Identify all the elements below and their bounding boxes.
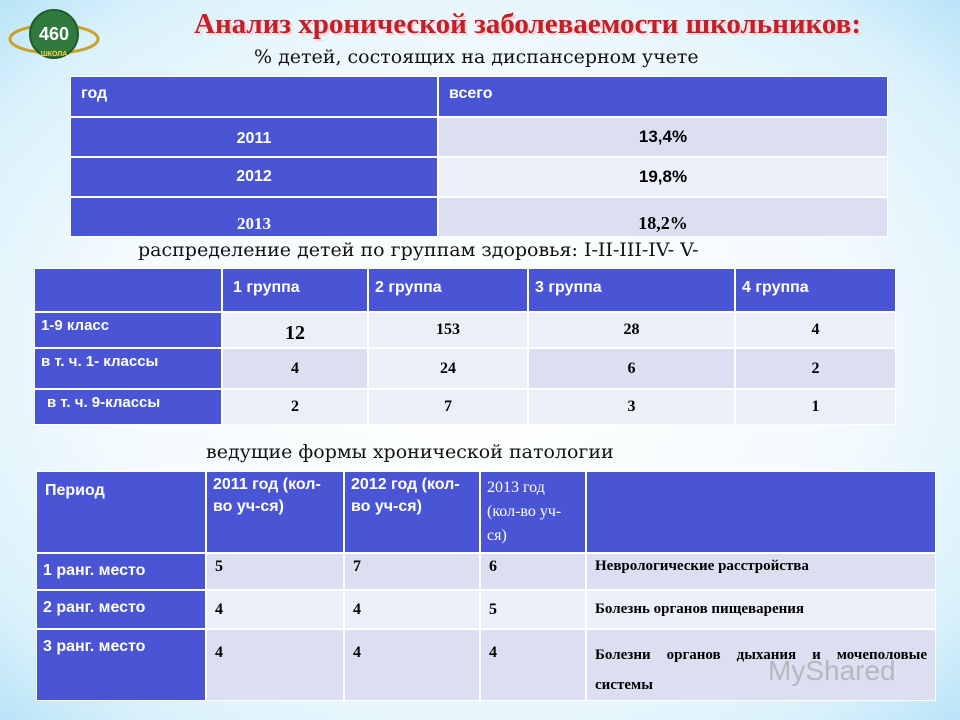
value-cell: 153	[368, 312, 528, 348]
total-cell: 18,2%	[438, 197, 888, 237]
value-2013: 5	[480, 590, 586, 629]
disease-cell: Неврологические расстройства	[586, 553, 936, 590]
value-cell: 3	[528, 389, 735, 425]
value-2013: 4	[480, 629, 586, 701]
row-label: в т. ч. 1- классы	[34, 348, 222, 389]
logo-subtitle: ШКОЛА	[40, 51, 68, 58]
header-2011: 2011 год (кол-во уч-ся)	[206, 471, 344, 553]
value-2013: 6	[480, 553, 586, 590]
total-cell: 13,4%	[438, 117, 888, 157]
value-2012: 4	[344, 590, 480, 629]
value-2011: 4	[206, 629, 344, 701]
header-group-4: 4 группа	[735, 268, 896, 312]
header-empty	[34, 268, 222, 312]
header-disease	[586, 471, 936, 553]
value-2011: 5	[206, 553, 344, 590]
value-cell: 28	[528, 312, 735, 348]
rank-label: 1 ранг. место	[36, 553, 206, 590]
year-cell: 2013	[70, 197, 438, 237]
value-cell: 2	[222, 389, 368, 425]
value-cell: 4	[222, 348, 368, 389]
header-group-2: 2 группа	[368, 268, 528, 312]
value-cell: 2	[735, 348, 896, 389]
dispensary-table	[70, 76, 888, 237]
logo-number: 460	[38, 24, 70, 44]
value-cell: 1	[735, 389, 896, 425]
total-cell: 19,8%	[438, 157, 888, 197]
disease-cell: Болезни органов дыхания и мочеполовые системы	[586, 629, 936, 701]
header-group-3: 3 группа	[528, 268, 735, 312]
header-period: Период	[36, 471, 206, 553]
header-2013: 2013 год (кол-во уч-ся)	[480, 471, 586, 553]
section1-caption: % детей, состоящих на диспансерном учете	[254, 46, 699, 68]
row-label: 1-9 класс	[34, 312, 222, 348]
disease-cell: Болезнь органов пищеварения	[586, 590, 936, 629]
value-cell: 12	[222, 312, 368, 348]
value-2012: 4	[344, 629, 480, 701]
value-cell: 4	[735, 312, 896, 348]
section2-caption: распределение детей по группам здоровья: I-II-III-IV- V-	[138, 239, 699, 261]
value-cell: 7	[368, 389, 528, 425]
rank-label: 3 ранг. место	[36, 629, 206, 701]
header-group-1: 1 группа	[222, 268, 368, 312]
watermark-text: MyShared	[768, 655, 896, 686]
value-2012: 7	[344, 553, 480, 590]
header-2012: 2012 год (кол-во уч-ся)	[344, 471, 480, 553]
value-2011: 4	[206, 590, 344, 629]
health-groups-table	[34, 268, 896, 425]
value-cell: 6	[528, 348, 735, 389]
year-cell: 2012	[70, 157, 438, 197]
header-year: год	[70, 76, 438, 117]
header-total: всего	[438, 76, 888, 117]
watermark	[768, 655, 896, 687]
year-cell: 2011	[70, 117, 438, 157]
page-title: Анализ хронической заболеваемости школьников:	[194, 8, 861, 40]
value-cell: 24	[368, 348, 528, 389]
section3-caption: ведущие формы хронической патологии	[206, 441, 614, 463]
rank-label: 2 ранг. место	[36, 590, 206, 629]
row-label: в т. ч. 9-классы	[34, 389, 222, 425]
